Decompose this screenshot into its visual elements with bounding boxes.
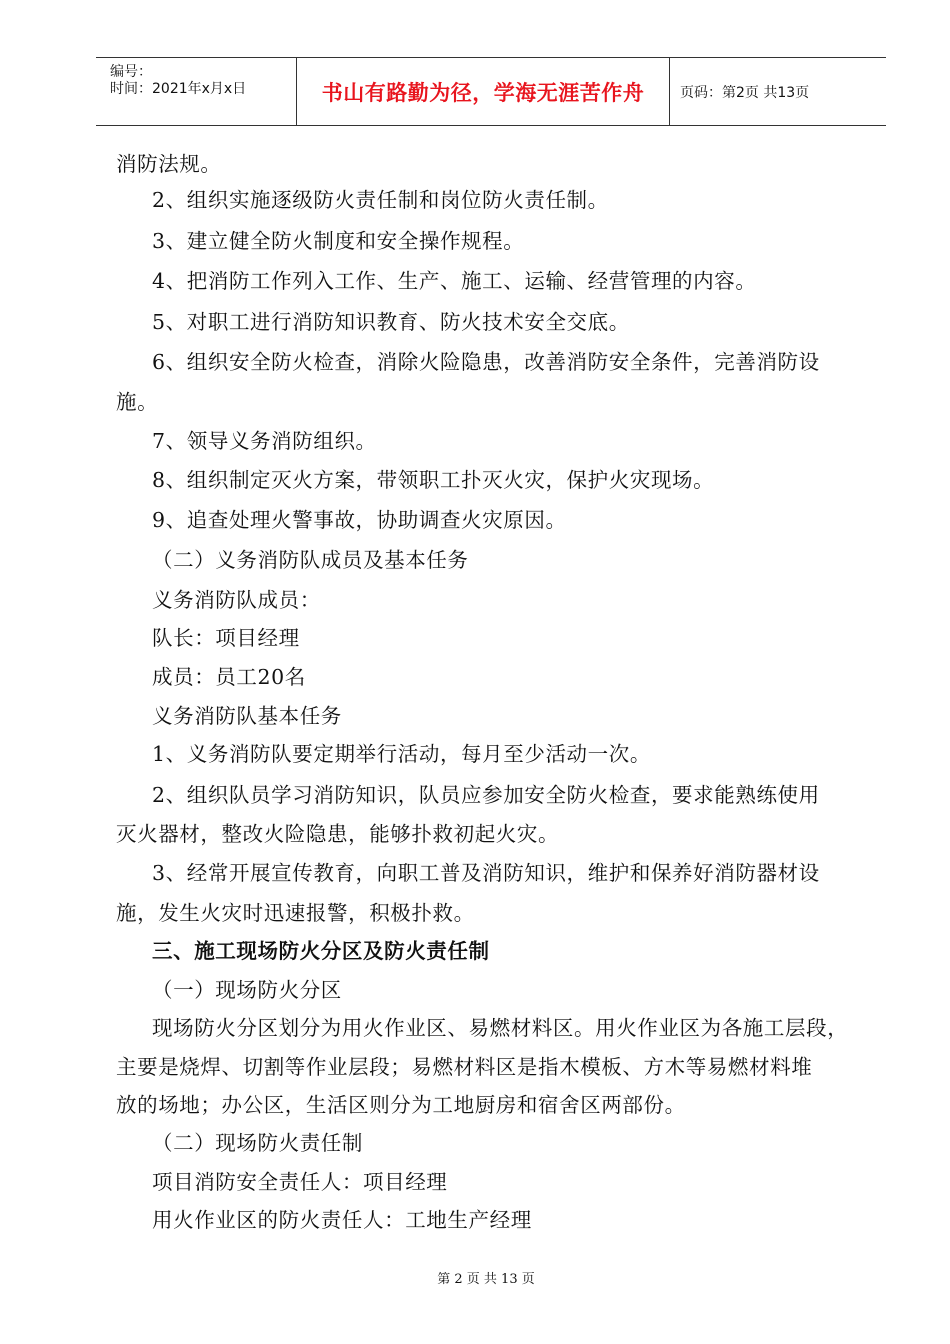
paragraph-line: 义务消防队基本任务: [152, 704, 342, 728]
paragraph-line: 义务消防队成员：: [152, 588, 321, 612]
paragraph-line: 2、组织实施逐级防火责任制和岗位防火责任制。: [152, 188, 609, 212]
paragraph-line: 现场防火分区划分为用火作业区、易燃材料区。用火作业区为各施工层段，: [152, 1016, 849, 1040]
paragraph-line: 放的场地；办公区，生活区则分为工地厨房和宿舍区两部份。: [116, 1093, 686, 1117]
paragraph-line: 消防法规。: [116, 152, 222, 176]
number-label: 编号：: [110, 64, 152, 80]
paragraph-line: 施，发生火灾时迅速报警，积极扑救。: [116, 901, 475, 925]
paragraph-line: 施。: [116, 390, 159, 414]
paragraph-line: 灭火器材，整改火险隐患，能够扑救初起火灾。: [116, 822, 560, 846]
page-header: [96, 57, 886, 126]
header-page-code: 页码：第2页 共13页: [680, 84, 810, 101]
time-label: 时间：2021年x月x日: [110, 81, 247, 97]
paragraph-line: 6、组织安全防火检查，消除火险隐患，改善消防安全条件，完善消防设: [152, 350, 820, 374]
section-subheading: （一）现场防火分区: [152, 978, 342, 1002]
paragraph-line: 5、对职工进行消防知识教育、防火技术安全交底。: [152, 310, 630, 334]
paragraph-line: 9、追查处理火警事故，协助调查火灾原因。: [152, 508, 567, 532]
paragraph-line: 4、把消防工作列入工作、生产、施工、运输、经营管理的内容。: [152, 269, 757, 293]
paragraph-line: 3、建立健全防火制度和安全操作规程。: [152, 229, 525, 253]
header-meta: [96, 58, 297, 125]
section-heading: 三、施工现场防火分区及防火责任制: [152, 939, 490, 963]
header-motto: 书山有路勤为径，学海无涯苦作舟: [297, 58, 670, 125]
paragraph-line: 队长：项目经理: [152, 626, 300, 650]
section-subheading: （二）现场防火责任制: [152, 1131, 363, 1155]
page-footer: 第 2 页 共 13 页: [437, 1272, 535, 1287]
paragraph-line: 项目消防安全责任人：项目经理: [152, 1170, 448, 1194]
paragraph-line: 主要是烧焊、切割等作业层段；易燃材料区是指木模板、方木等易燃材料堆: [116, 1055, 813, 1079]
paragraph-line: 2、组织队员学习消防知识，队员应参加安全防火检查，要求能熟练使用: [152, 783, 820, 807]
paragraph-line: 1、义务消防队要定期举行活动，每月至少活动一次。: [152, 742, 651, 766]
paragraph-line: 成员：员工20名: [152, 665, 306, 689]
section-subheading: （二）义务消防队成员及基本任务: [152, 548, 469, 572]
paragraph-line: 8、组织制定灭火方案，带领职工扑灭火灾，保护火灾现场。: [152, 468, 715, 492]
paragraph-line: 3、经常开展宣传教育，向职工普及消防知识，维护和保养好消防器材设: [152, 861, 820, 885]
paragraph-line: 用火作业区的防火责任人：工地生产经理: [152, 1208, 532, 1232]
paragraph-line: 7、领导义务消防组织。: [152, 429, 377, 453]
